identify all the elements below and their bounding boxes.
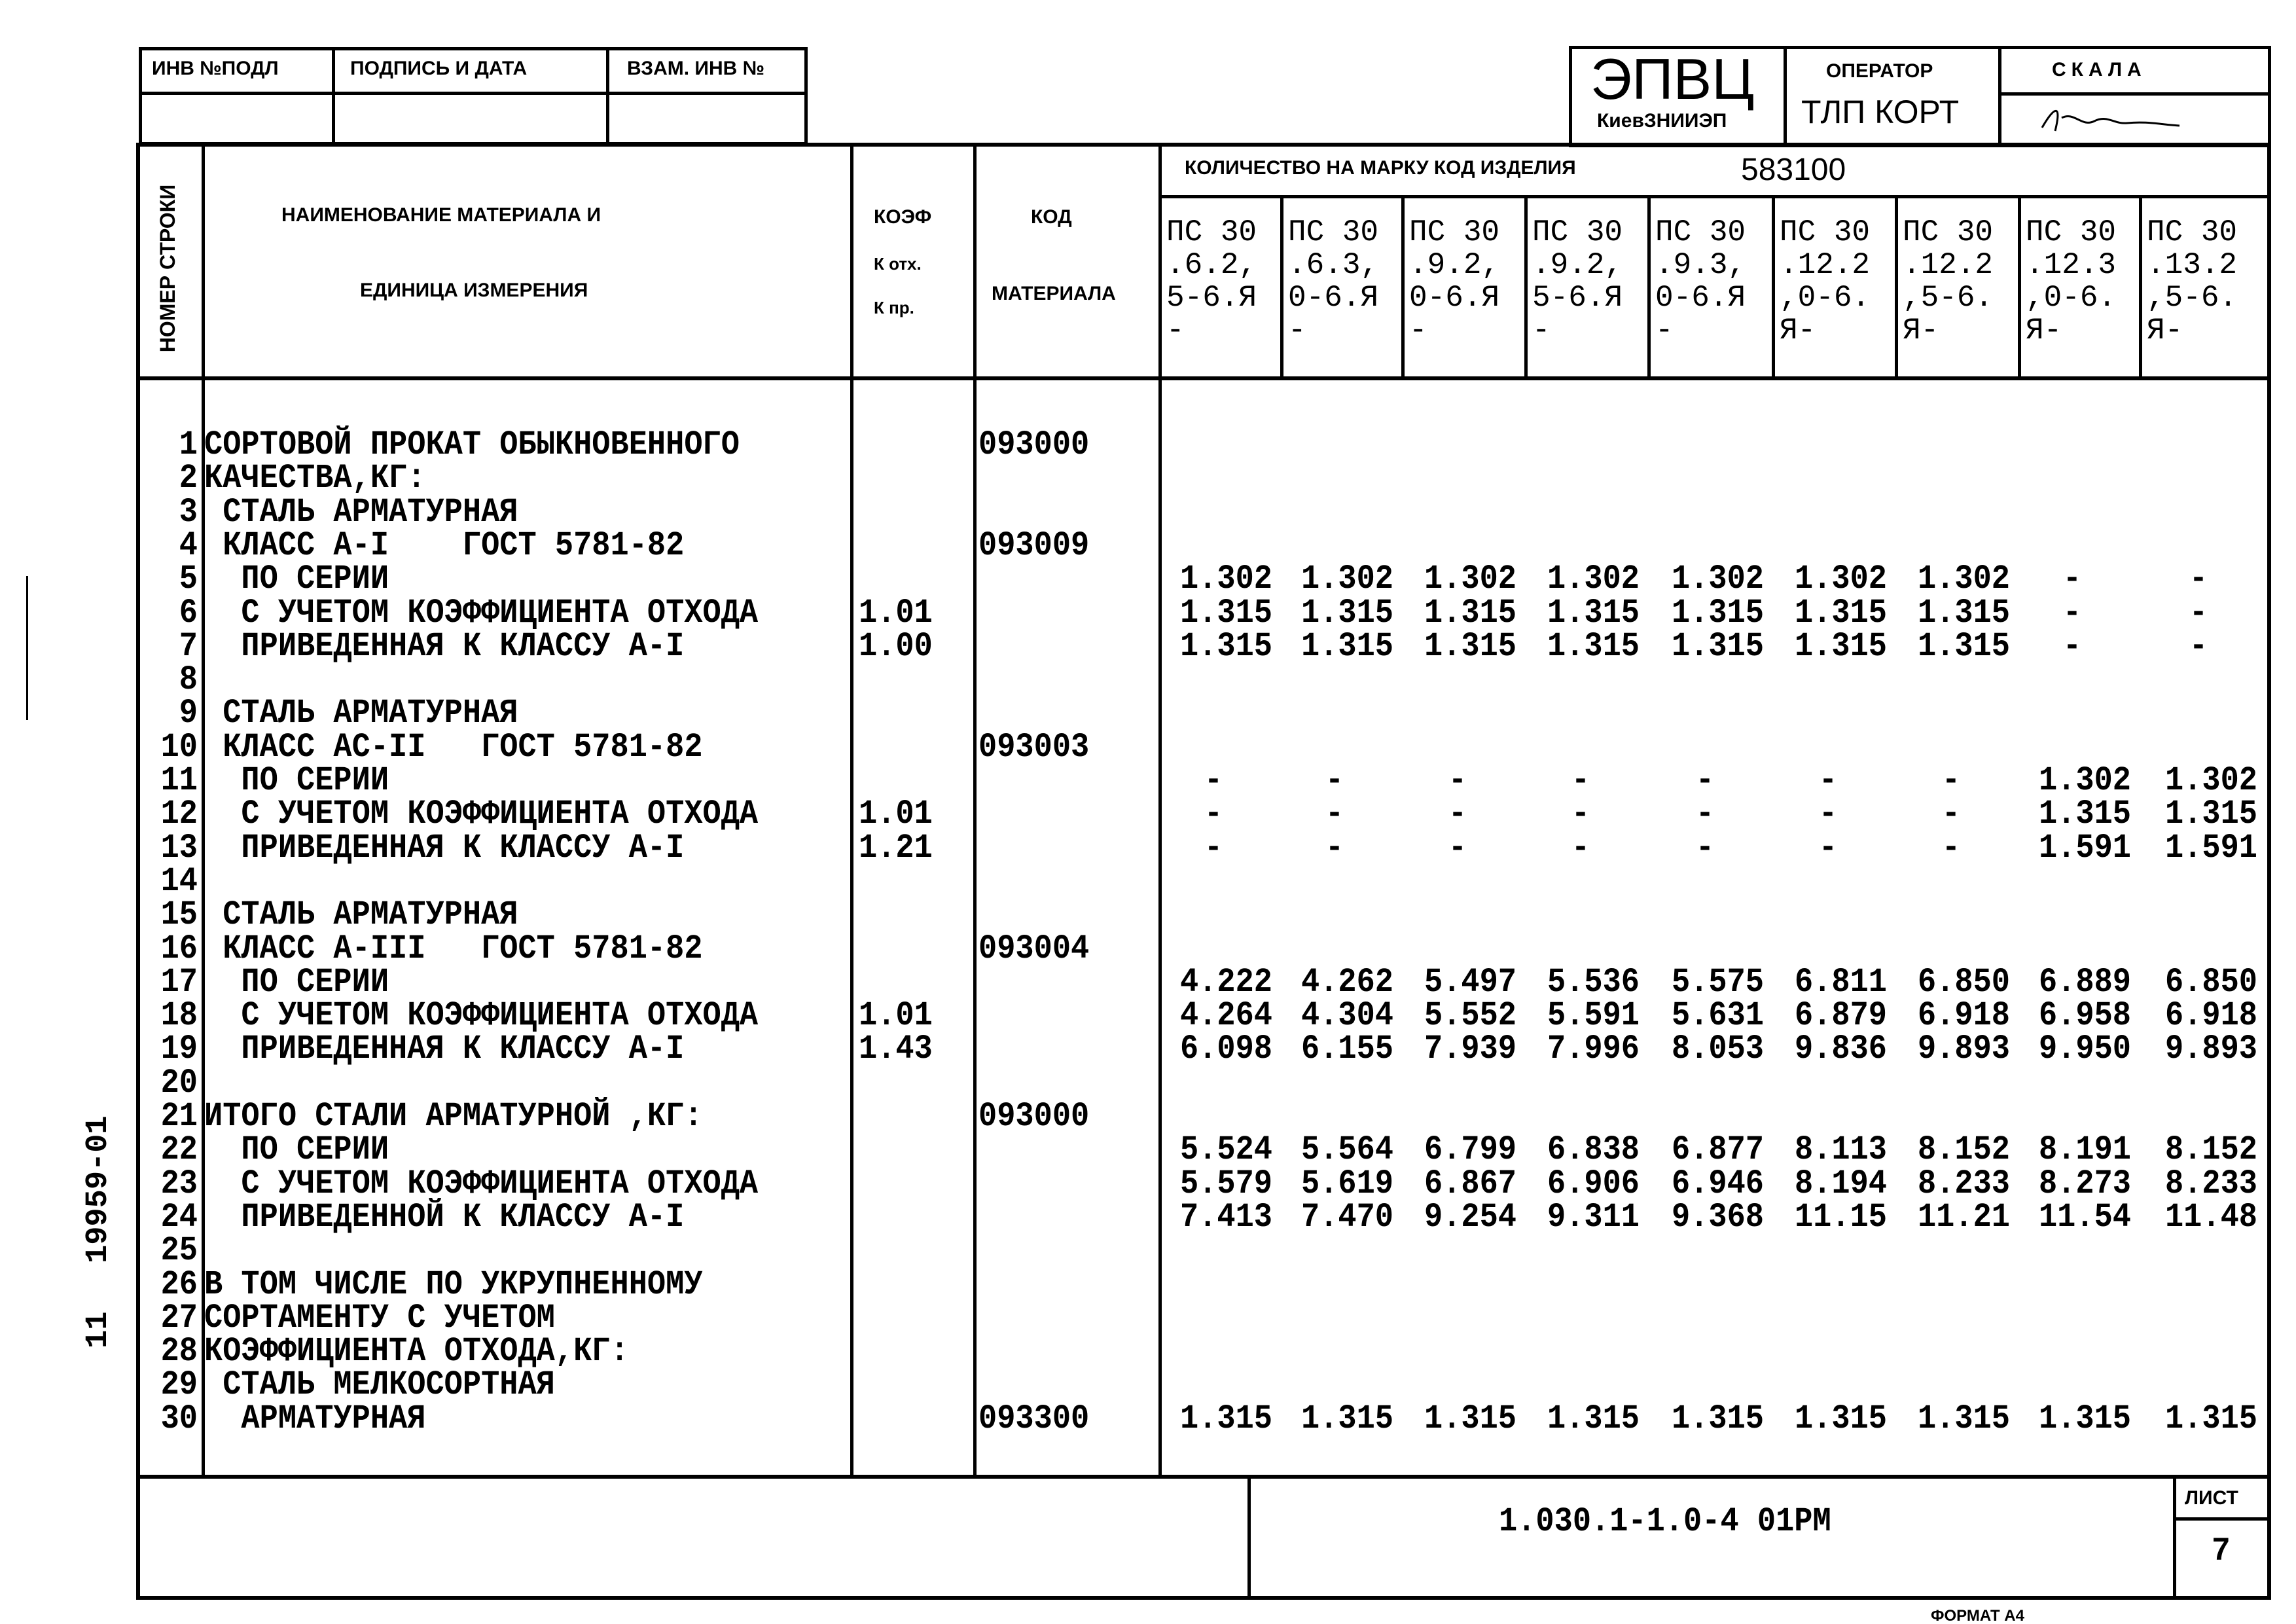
quantity-cell: 7.939 — [1424, 1030, 1516, 1070]
quantity-cell: - — [1818, 795, 1838, 834]
quantity-cell: 7.996 — [1547, 1030, 1640, 1070]
quantity-cell: - — [1325, 829, 1344, 868]
quantity-cell: 1.302 — [2038, 762, 2131, 801]
quantity-cell: 6.889 — [2038, 964, 2131, 1002]
quantity-cell: 1.302 — [1794, 560, 1887, 599]
k-pr-header: К пр. — [874, 298, 914, 317]
quantity-cell: 11.15 — [1794, 1199, 1887, 1237]
material-name: СОРТОВОЙ ПРОКАТ ОБЫКНОВЕННОГО — [204, 426, 740, 465]
row-number-header: НОМЕР СТРОКИ — [156, 184, 179, 353]
material-name: СТАЛЬ АРМАТУРНАЯ — [204, 493, 518, 532]
document-code: 1.030.1-1.0-4 01РМ — [1499, 1503, 1831, 1542]
format-label: ФОРМАТ А4 — [1931, 1607, 2024, 1624]
material-name: СТАЛЬ АРМАТУРНАЯ — [204, 695, 518, 734]
row-number: 8 — [179, 661, 198, 700]
quantity-cell: 5.564 — [1300, 1131, 1393, 1170]
operator-label: ОПЕРАТОР — [1826, 60, 1933, 82]
row-number: 7 — [179, 628, 198, 666]
quantity-cell: - — [1695, 762, 1715, 801]
quantity-cell: - — [2062, 560, 2082, 599]
quantity-cell: - — [2189, 594, 2208, 633]
quantity-cell: 1.315 — [1300, 628, 1393, 666]
quantity-cell: 8.152 — [1917, 1131, 2010, 1170]
quantity-cell: 8.113 — [1794, 1131, 1887, 1170]
quantity-cell: 5.579 — [1179, 1164, 1272, 1204]
row-number: 26 — [160, 1265, 198, 1305]
row-number: 19 — [160, 1030, 198, 1070]
quantity-cell: 1.302 — [1424, 560, 1516, 599]
material-code: 093000 — [978, 426, 1090, 465]
quantity-cell: 4.222 — [1179, 964, 1272, 1002]
product-column-header: ПС 30 .12.2 ,0-6. Я- — [1780, 215, 1871, 348]
material-name: ПО СЕРИИ — [204, 560, 389, 599]
quantity-cell: 1.315 — [1424, 594, 1516, 633]
quantity-cell: 9.368 — [1671, 1199, 1764, 1237]
sheet-label: ЛИСТ — [2185, 1487, 2238, 1509]
row-number: 27 — [160, 1299, 198, 1338]
quantity-cell: 6.879 — [1794, 997, 1887, 1036]
quantity-cell: - — [1448, 795, 1467, 834]
row-number: 3 — [179, 493, 198, 532]
quantity-cell: 6.958 — [2038, 997, 2131, 1036]
quantity-cell: 6.799 — [1424, 1131, 1516, 1170]
row-number: 22 — [160, 1131, 198, 1170]
quantity-cell: - — [1204, 829, 1223, 868]
quantity-cell: 1.315 — [1794, 628, 1887, 666]
material-name: СТАЛЬ АРМАТУРНАЯ — [204, 896, 518, 935]
quantity-cell: 1.302 — [1300, 560, 1393, 599]
coefficient: 1.21 — [859, 829, 933, 868]
quantity-cell: 6.850 — [2164, 964, 2257, 1002]
material-code: 093000 — [978, 1098, 1090, 1136]
material-name: ИТОГО СТАЛИ АРМАТУРНОЙ ,КГ: — [204, 1098, 703, 1136]
row-number: 5 — [179, 560, 198, 599]
quantity-cell: 9.311 — [1547, 1199, 1640, 1237]
quantity-cell: 1.302 — [1671, 560, 1764, 599]
margin-page-number: 11 — [81, 1311, 116, 1348]
row-number: 11 — [160, 762, 198, 801]
quantity-header: КОЛИЧЕСТВО НА МАРКУ КОД ИЗДЕЛИЯ — [1185, 157, 1576, 179]
material-name: КЛАСС А-III ГОСТ 5781-82 — [204, 929, 703, 969]
product-code: 583100 — [1741, 153, 1846, 187]
quantity-cell: 1.315 — [1179, 594, 1272, 633]
quantity-cell: - — [1571, 829, 1590, 868]
quantity-cell: 1.315 — [1671, 1400, 1764, 1439]
k-otx-header: К отх. — [874, 254, 922, 274]
quantity-cell: - — [1325, 762, 1344, 801]
quantity-cell: 4.262 — [1300, 964, 1393, 1002]
material-name: В ТОМ ЧИСЛЕ ПО УКРУПНЕННОМУ — [204, 1265, 703, 1305]
material-name: С УЧЕТОМ КОЭФФИЦИЕНТА ОТХОДА — [204, 594, 759, 633]
row-number: 14 — [160, 863, 198, 901]
material-name: С УЧЕТОМ КОЭФФИЦИЕНТА ОТХОДА — [204, 1164, 759, 1204]
quantity-cell: 11.48 — [2164, 1199, 2257, 1237]
quantity-cell: - — [1571, 795, 1590, 834]
material-name: С УЧЕТОМ КОЭФФИЦИЕНТА ОТХОДА — [204, 795, 759, 834]
quantity-cell: 1.315 — [1547, 1400, 1640, 1439]
quantity-cell: 1.315 — [1794, 594, 1887, 633]
quantity-cell: 6.155 — [1300, 1030, 1393, 1070]
quantity-cell: 7.413 — [1179, 1199, 1272, 1237]
quantity-cell: 8.233 — [1917, 1164, 2010, 1204]
quantity-cell: 8.273 — [2038, 1164, 2131, 1204]
sheet-number: 7 — [2212, 1532, 2230, 1567]
quantity-cell: 1.315 — [1300, 594, 1393, 633]
quantity-cell: 6.918 — [2164, 997, 2257, 1036]
quantity-cell: - — [1571, 762, 1590, 801]
row-number: 20 — [160, 1064, 198, 1103]
quantity-cell: - — [1204, 762, 1223, 801]
quantity-cell: - — [1325, 795, 1344, 834]
quantity-cell: - — [1448, 762, 1467, 801]
material-name: АРМАТУРНАЯ — [204, 1400, 426, 1439]
row-number: 13 — [160, 829, 198, 868]
quantity-cell: 9.254 — [1424, 1199, 1516, 1237]
quantity-cell: 1.302 — [1179, 560, 1272, 599]
quantity-cell: 1.302 — [2164, 762, 2257, 801]
row-number: 16 — [160, 929, 198, 969]
quantity-cell: 11.21 — [1917, 1199, 2010, 1237]
row-number: 10 — [160, 729, 198, 767]
coefficient: 1.01 — [859, 997, 933, 1036]
quantity-cell: 1.315 — [2164, 1400, 2257, 1439]
material-name: ПРИВЕДЕННОЙ К КЛАССУ А-I — [204, 1199, 685, 1237]
material-name: КЛАСС АС-II ГОСТ 5781-82 — [204, 729, 703, 767]
vzam-inv-label: ВЗАМ. ИНВ № — [627, 58, 765, 79]
inv-podl-label: ИНВ №ПОДЛ — [152, 58, 279, 79]
material-name: С УЧЕТОМ КОЭФФИЦИЕНТА ОТХОДА — [204, 997, 759, 1036]
quantity-cell: 6.946 — [1671, 1164, 1764, 1204]
row-number: 12 — [160, 795, 198, 834]
quantity-cell: - — [1818, 829, 1838, 868]
quantity-cell: 9.893 — [1917, 1030, 2010, 1070]
quantity-cell: - — [2189, 560, 2208, 599]
row-number: 29 — [160, 1366, 198, 1405]
quantity-cell: 1.315 — [1424, 1400, 1516, 1439]
quantity-cell: - — [1941, 795, 1961, 834]
quantity-cell: 5.575 — [1671, 964, 1764, 1002]
quantity-cell: 4.304 — [1300, 997, 1393, 1036]
material-name-header: НАИМЕНОВАНИЕ МАТЕРИАЛА И — [281, 204, 601, 226]
quantity-cell: 5.536 — [1547, 964, 1640, 1002]
quantity-cell: 6.850 — [1917, 964, 2010, 1002]
product-column-header: ПС 30 .6.3, 0-6.Я - — [1288, 215, 1379, 348]
product-column-header: ПС 30 .6.2, 5-6.Я - — [1166, 215, 1257, 348]
quantity-cell: 9.950 — [2038, 1030, 2131, 1070]
material-code: 093300 — [978, 1400, 1090, 1439]
product-column-header: ПС 30 .13.2 ,5-6. Я- — [2147, 215, 2238, 348]
row-number: 28 — [160, 1333, 198, 1371]
quantity-cell: 5.591 — [1547, 997, 1640, 1036]
quantity-cell: 1.591 — [2038, 829, 2131, 868]
product-column-header: ПС 30 .9.2, 5-6.Я - — [1532, 215, 1623, 348]
quantity-cell: 1.315 — [1671, 594, 1764, 633]
material-name: ПО СЕРИИ — [204, 964, 389, 1002]
material-name: СТАЛЬ МЕЛКОСОРТНАЯ — [204, 1366, 555, 1405]
product-column-header: ПС 30 .12.3 ,0-6. Я- — [2026, 215, 2117, 348]
quantity-cell: 9.836 — [1794, 1030, 1887, 1070]
material-name: ПО СЕРИИ — [204, 762, 389, 801]
quantity-cell: 5.524 — [1179, 1131, 1272, 1170]
quantity-cell: 1.315 — [2038, 1400, 2131, 1439]
quantity-cell: 8.152 — [2164, 1131, 2257, 1170]
quantity-cell: 6.877 — [1671, 1131, 1764, 1170]
quantity-cell: 8.194 — [1794, 1164, 1887, 1204]
quantity-cell: 1.315 — [1300, 1400, 1393, 1439]
quantity-cell: 1.315 — [2164, 795, 2257, 834]
quantity-cell: 1.315 — [1547, 594, 1640, 633]
quantity-cell: 6.098 — [1179, 1030, 1272, 1070]
row-number: 24 — [160, 1199, 198, 1237]
archive-number: 19959-01 — [81, 1115, 116, 1263]
margin-mark — [26, 576, 28, 720]
quantity-cell: 9.893 — [2164, 1030, 2257, 1070]
quantity-cell: 5.497 — [1424, 964, 1516, 1002]
org-name: ЭПВЦ — [1590, 46, 1755, 111]
quantity-cell: 6.838 — [1547, 1131, 1640, 1170]
quantity-cell: - — [1695, 795, 1715, 834]
row-number: 18 — [160, 997, 198, 1036]
quantity-cell: 4.264 — [1179, 997, 1272, 1036]
quantity-cell: - — [2062, 594, 2082, 633]
material-code-header: МАТЕРИАЛА — [992, 283, 1116, 304]
material-name: ПРИВЕДЕННАЯ К КЛАССУ А-I — [204, 628, 685, 666]
quantity-cell: - — [1818, 762, 1838, 801]
quantity-cell: - — [2189, 628, 2208, 666]
quantity-cell: 1.315 — [1179, 628, 1272, 666]
quantity-cell: 5.552 — [1424, 997, 1516, 1036]
quantity-cell: 1.315 — [1917, 594, 2010, 633]
quantity-cell: 1.315 — [2038, 795, 2131, 834]
quantity-cell: 11.54 — [2038, 1199, 2131, 1237]
product-column-header: ПС 30 .12.2 ,5-6. Я- — [1903, 215, 1994, 348]
material-code: 093009 — [978, 527, 1090, 566]
row-number: 17 — [160, 964, 198, 1002]
quantity-cell: 6.918 — [1917, 997, 2010, 1036]
quantity-cell: 7.470 — [1300, 1199, 1393, 1237]
material-name: ПРИВЕДЕННАЯ К КЛАССУ А-I — [204, 1030, 685, 1070]
quantity-cell: - — [1448, 829, 1467, 868]
quantity-cell: 1.315 — [1179, 1400, 1272, 1439]
quantity-cell: 8.053 — [1671, 1030, 1764, 1070]
row-number: 23 — [160, 1164, 198, 1204]
quantity-cell: - — [1204, 795, 1223, 834]
unit-header: ЕДИНИЦА ИЗМЕРЕНИЯ — [360, 280, 588, 301]
material-name: КАЧЕСТВА,КГ: — [204, 460, 426, 498]
product-column-header: ПС 30 .9.2, 0-6.Я - — [1409, 215, 1500, 348]
skala-label: СКАЛА — [2052, 59, 2147, 81]
material-code: 093003 — [978, 729, 1090, 767]
operator-value: ТЛП КОРТ — [1801, 94, 1960, 130]
quantity-cell: 1.315 — [1794, 1400, 1887, 1439]
signature-icon — [2036, 98, 2193, 137]
row-number: 30 — [160, 1400, 198, 1439]
material-name: КЛАСС А-I ГОСТ 5781-82 — [204, 527, 685, 566]
quantity-cell: 1.591 — [2164, 829, 2257, 868]
row-number: 21 — [160, 1098, 198, 1136]
quantity-cell: 1.315 — [1424, 628, 1516, 666]
quantity-cell: 1.315 — [1917, 1400, 2010, 1439]
quantity-cell: 6.906 — [1547, 1164, 1640, 1204]
row-number: 25 — [160, 1232, 198, 1271]
coef-header: КОЭФ — [874, 206, 932, 228]
quantity-cell: 1.315 — [1917, 628, 2010, 666]
material-name: ПО СЕРИИ — [204, 1131, 389, 1170]
row-number: 2 — [179, 460, 198, 498]
quantity-cell: 5.619 — [1300, 1164, 1393, 1204]
signature-date-label: ПОДПИСЬ И ДАТА — [350, 58, 528, 79]
quantity-cell: 8.191 — [2038, 1131, 2131, 1170]
coefficient: 1.43 — [859, 1030, 933, 1070]
row-number: 6 — [179, 594, 198, 633]
quantity-cell: 1.315 — [1671, 628, 1764, 666]
row-number: 1 — [179, 426, 198, 465]
product-column-header: ПС 30 .9.3, 0-6.Я - — [1655, 215, 1746, 348]
coefficient: 1.01 — [859, 594, 933, 633]
material-code: 093004 — [978, 929, 1090, 969]
row-number: 9 — [179, 695, 198, 734]
quantity-cell: - — [1941, 762, 1961, 801]
quantity-cell: 6.867 — [1424, 1164, 1516, 1204]
quantity-cell: 6.811 — [1794, 964, 1887, 1002]
material-name: КОЭФФИЦИЕНТА ОТХОДА,КГ: — [204, 1333, 629, 1371]
quantity-cell: - — [1695, 829, 1715, 868]
quantity-cell: 5.631 — [1671, 997, 1764, 1036]
quantity-cell: - — [2062, 628, 2082, 666]
material-name: ПРИВЕДЕННАЯ К КЛАССУ А-I — [204, 829, 685, 868]
quantity-cell: 1.302 — [1547, 560, 1640, 599]
quantity-cell: 1.302 — [1917, 560, 2010, 599]
quantity-cell: 8.233 — [2164, 1164, 2257, 1204]
row-number: 4 — [179, 527, 198, 566]
org-sub: КиевЗНИИЭП — [1597, 110, 1727, 132]
row-number: 15 — [160, 896, 198, 935]
coefficient: 1.01 — [859, 795, 933, 834]
quantity-cell: 1.315 — [1547, 628, 1640, 666]
material-name: СОРТАМЕНТУ С УЧЕТОМ — [204, 1299, 555, 1338]
code-header: КОД — [1031, 206, 1072, 228]
quantity-cell: - — [1941, 829, 1961, 868]
coefficient: 1.00 — [859, 628, 933, 666]
